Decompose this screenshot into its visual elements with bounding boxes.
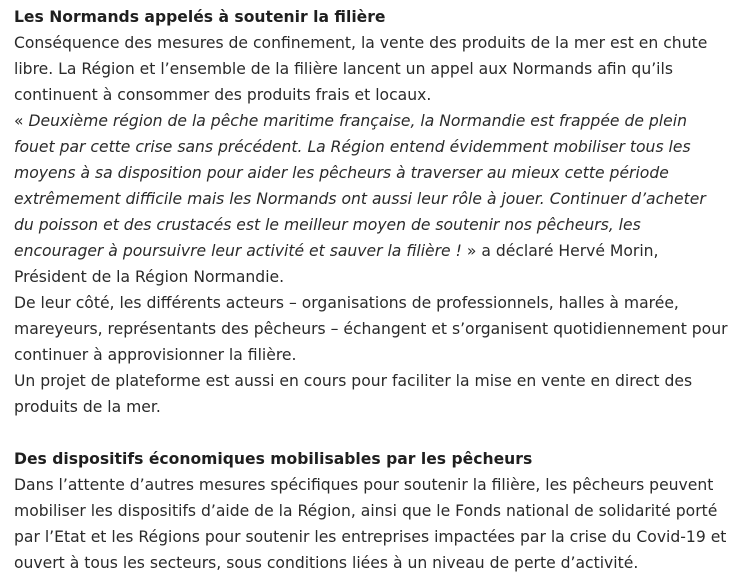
article-body: [14, 4, 728, 576]
quote-open-mark: «: [14, 112, 29, 130]
paragraph-acteurs: De leur côté, les différents acteurs – organisations de professionnels, halles à marée, mareyeurs, représentants des pêcheurs – échangent et s’organisent quotidiennement pour continuer à approvisionner la filière.: [14, 294, 728, 364]
quote-attribution: » a déclaré Hervé Morin, Président de la Région Normandie.: [14, 242, 659, 286]
paragraph-dispositifs: Dans l’attente d’autres mesures spécifiques pour soutenir la filière, les pêcheurs peuvent mobiliser les dispositifs d’aide de la Région, ainsi que le Fonds national de solidarité porté par l’Etat et les Régions pour soutenir les entreprises impactées par la crise du Covid-19 et ouvert à tous les secteurs, sous conditions liées à un niveau de perte d’activité.: [14, 476, 727, 572]
paragraph-plateforme: Un projet de plateforme est aussi en cours pour faciliter la mise en vente en direct des produits de la mer.: [14, 372, 693, 416]
paragraph-confinement: Conséquence des mesures de confinement, la vente des produits de la mer est en chute libre. La Région et l’ensemble de la filière lancent un appel aux Normands afin qu’ils continuent à consommer des produits frais et locaux.: [14, 34, 708, 104]
section-heading-dispositifs: Des dispositifs économiques mobilisables par les pêcheurs: [14, 450, 533, 468]
section-spacer: [14, 420, 728, 446]
section-heading-normands: Les Normands appelés à soutenir la filière: [14, 8, 386, 26]
paragraph-quote: [14, 108, 728, 290]
quote-text: Deuxième région de la pêche maritime française, la Normandie est frappée de plein fouet par cette crise sans précédent. La Région entend évidemment mobiliser tous les moyens à sa disposition pour aider les pêcheurs à traverser au mieux cette période extrêmement difficile mais les Normands ont aussi leur rôle à jouer. Continuer d’acheter du poisson et des crustacés est le meilleur moyen de soutenir nos pêcheurs, les encourager à poursuivre leur activité et sauver la filière !: [14, 112, 706, 260]
